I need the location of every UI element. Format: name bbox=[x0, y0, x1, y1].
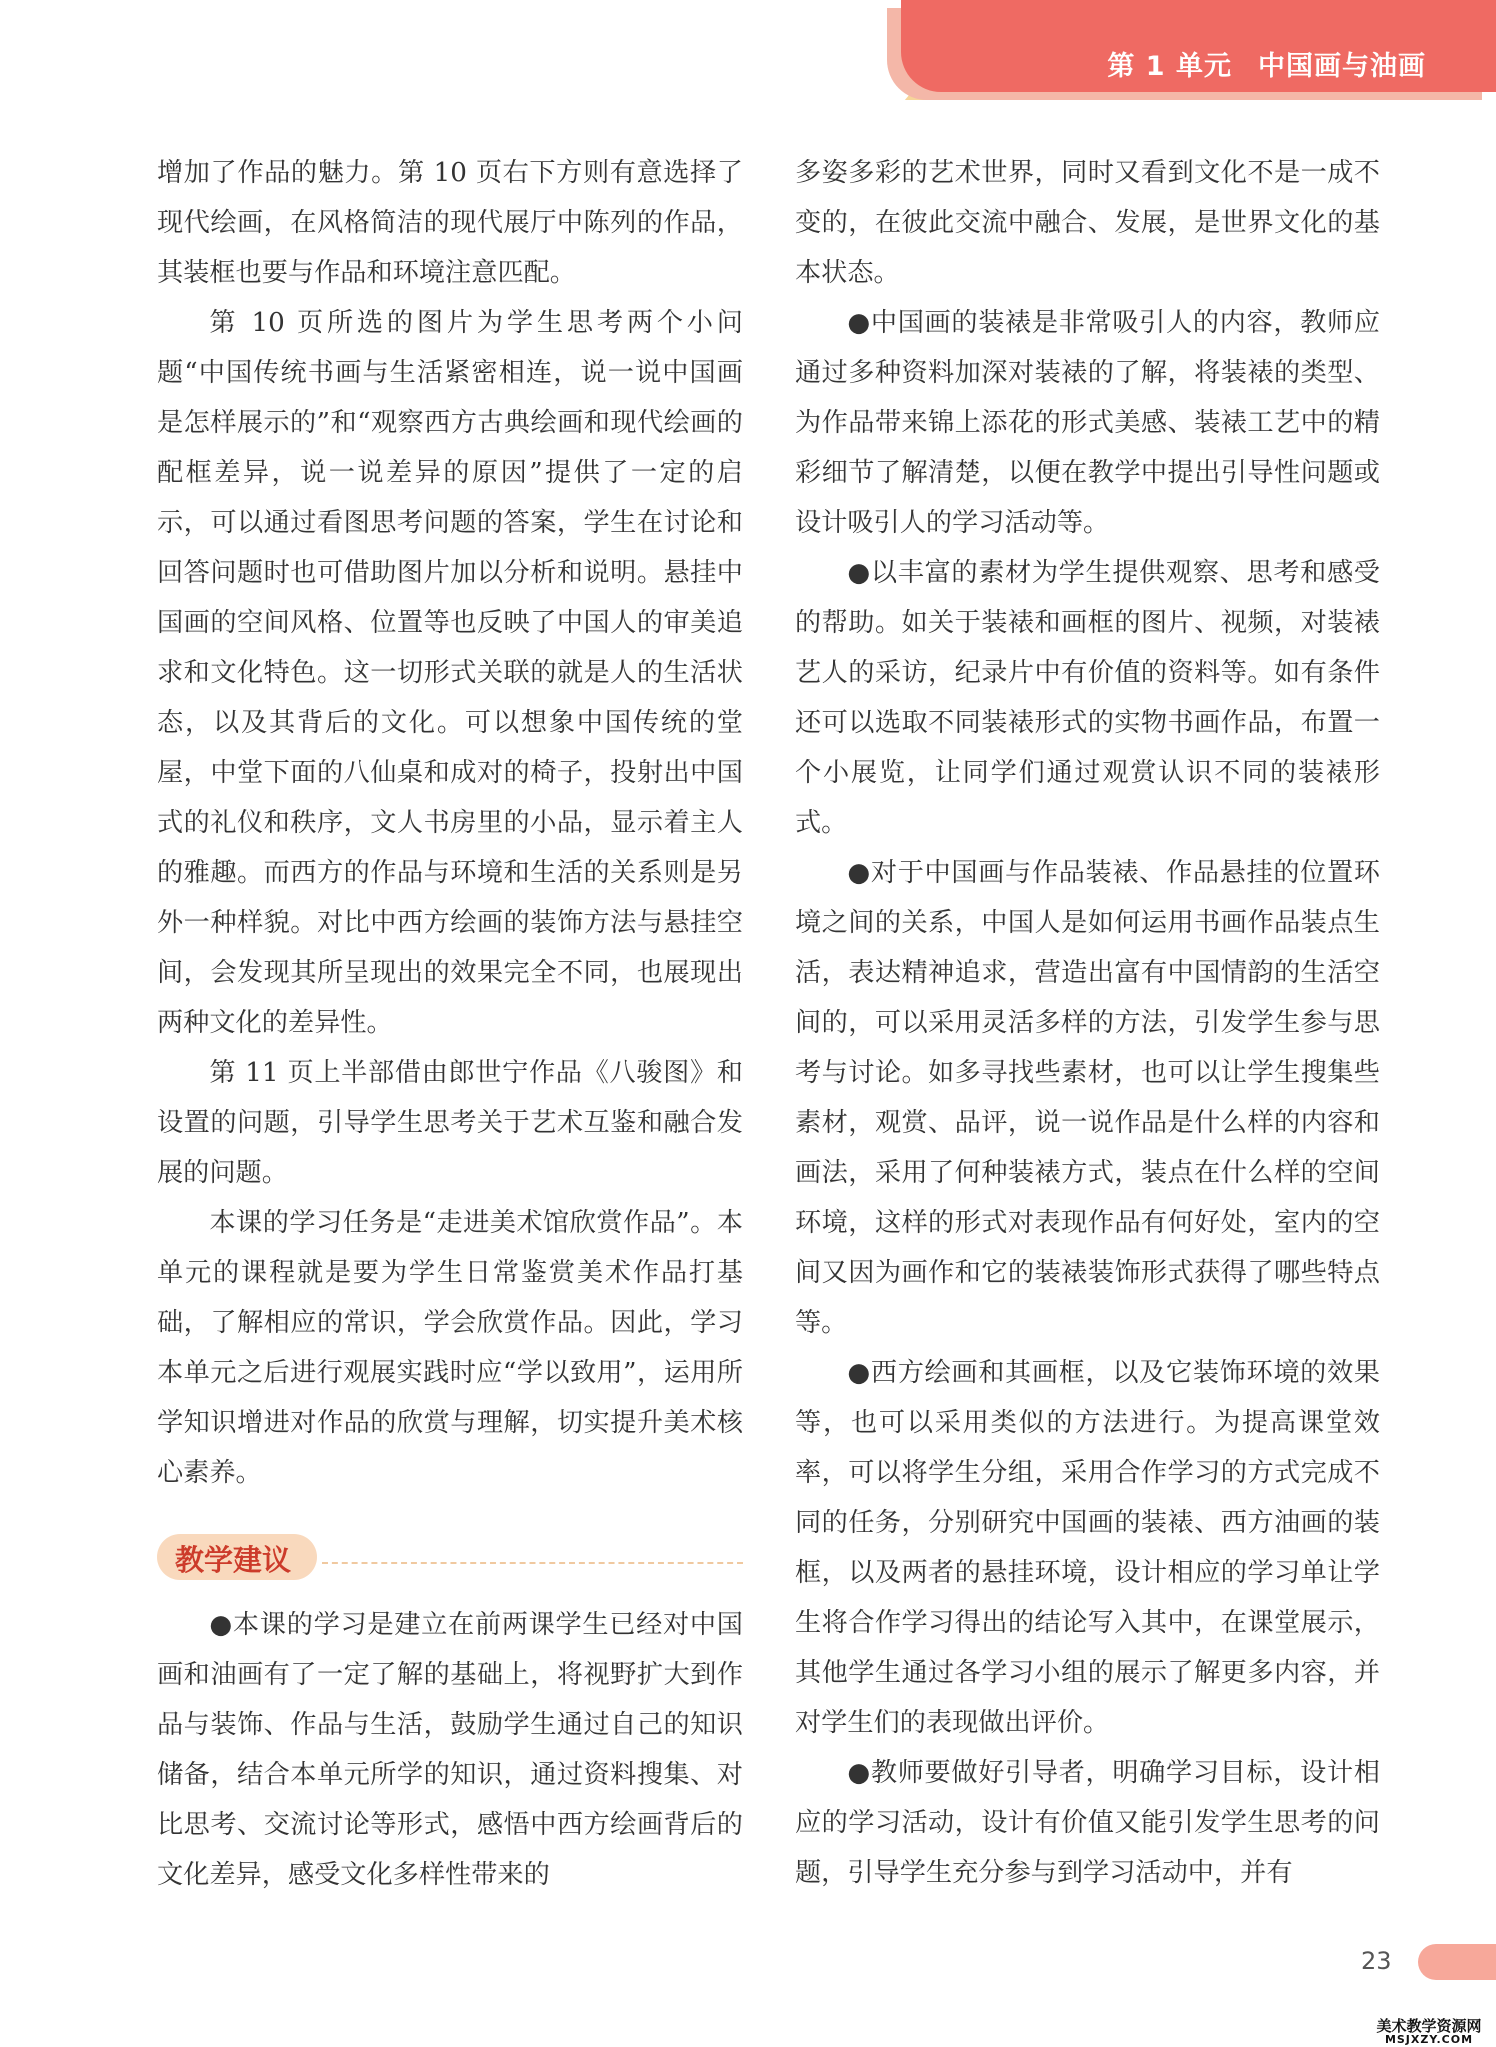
unit-title: 中国画与油画 bbox=[1258, 51, 1426, 82]
body-paragraph: 多姿多彩的艺术世界，同时又看到文化不是一成不变的，在彼此交流中融合、发展，是世界文化的基本状态。 bbox=[795, 158, 1380, 288]
body-paragraph: 增加了作品的魅力。第 10 页右下方则有意选择了现代绘画，在风格简洁的现代展厅中陈列的作品，其装框也要与作品和环境注意匹配。 bbox=[157, 158, 743, 288]
watermark bbox=[1366, 2019, 1492, 2045]
unit-label: 第 1 单元 bbox=[1107, 51, 1232, 82]
section-heading-text: 教学建议 bbox=[175, 1543, 292, 1577]
body-paragraph: 第 11 页上半部借由郎世宁作品《八骏图》和设置的问题，引导学生思考关于艺术互鉴和融合发展的问题。 bbox=[157, 1058, 743, 1188]
bullet-paragraph: ●对于中国画与作品装裱、作品悬挂的位置环境之间的关系，中国人是如何运用书画作品装点生活，表达精神追求，营造出富有中国情韵的生活空间的，可以采用灵活多样的方法，引发学生参与思考与讨论。如多寻找些素材，也可以让学生搜集些素材，观赏、品评，说一说作品是什么样的内容和画法，采用了何种装裱方式，装点在什么样的空间环境，这样的形式对表现作品有何好处，室内的空间又因为画作和它的装裱装饰形式获得了哪些特点等。 bbox=[795, 858, 1380, 1338]
bullet-paragraph: ●本课的学习是建立在前两课学生已经对中国画和油画有了一定了解的基础上，将视野扩大到作品与装饰、作品与生活，鼓励学生通过自己的知识储备，结合本单元所学的知识，通过资料搜集、对比思考、交流讨论等形式，感悟中西方绘画背后的文化差异，感受文化多样性带来的 bbox=[157, 1610, 743, 1890]
bullet-paragraph: ●西方绘画和其画框，以及它装饰环境的效果等，也可以采用类似的方法进行。为提高课堂效率，可以将学生分组，采用合作学习的方式完成不同的任务，分别研究中国画的装裱、西方油画的装框，以及两者的悬挂环境，设计相应的学习单让学生将合作学习得出的结论写入其中，在课堂展示，其他学生通过各学习小组的展示了解更多内容，并对学生们的表现做出评价。 bbox=[795, 1358, 1380, 1738]
section-heading bbox=[157, 1528, 743, 1588]
body-paragraph: 第 10 页所选的图片为学生思考两个小问题“中国传统书画与生活紧密相连，说一说中国画是怎样展示的”和“观察西方古典绘画和现代绘画的配框差异，说一说差异的原因”提供了一定的启示，可以通过看图思考问题的答案，学生在讨论和回答问题时也可借助图片加以分析和说明。悬挂中国画的空间风格、位置等也反映了中国人的审美追求和文化特色。这一切形式关联的就是人的生活状态，以及其背后的文化。可以想象中国传统的堂屋，中堂下面的八仙桌和成对的椅子，投射出中国式的礼仪和秩序，文人书房里的小品，显示着主人的雅趣。而西方的作品与环境和生活的关系则是另外一种样貌。对比中西方绘画的装饰方法与悬挂空间，会发现其所呈现出的效果完全不同，也展现出两种文化的差异性。 bbox=[157, 308, 743, 1038]
page-number: 23 bbox=[1361, 1947, 1392, 1975]
watermark-url: MSJXZY.COM bbox=[1384, 2033, 1474, 2046]
bullet-paragraph: ●中国画的装裱是非常吸引人的内容，教师应通过多种资料加深对装裱的了解，将装裱的类型、为作品带来锦上添花的形式美感、装裱工艺中的精彩细节了解清楚，以便在教学中提出引导性问题或设计吸引人的学习活动等。 bbox=[795, 308, 1380, 538]
watermark-title: 美术教学资源网 bbox=[1376, 2017, 1482, 2035]
page-number-tab bbox=[1418, 1944, 1496, 1980]
section-heading-rule bbox=[322, 1562, 743, 1564]
left-column bbox=[157, 148, 743, 1900]
bullet-paragraph: ●教师要做好引导者，明确学习目标，设计相应的学习活动，设计有价值又能引发学生思考的问题，引导学生充分参与到学习活动中，并有 bbox=[795, 1758, 1380, 1888]
running-header bbox=[1107, 44, 1426, 83]
body-paragraph: 本课的学习任务是“走进美术馆欣赏作品”。本单元的课程就是要为学生日常鉴赏美术作品打基础，了解相应的常识，学会欣赏作品。因此，学习本单元之后进行观展实践时应“学以致用”，运用所学知识增进对作品的欣赏与理解，切实提升美术核心素养。 bbox=[157, 1208, 743, 1488]
bullet-paragraph: ●以丰富的素材为学生提供观察、思考和感受的帮助。如关于装裱和画框的图片、视频，对装裱艺人的采访，纪录片中有价值的资料等。如有条件还可以选取不同装裱形式的实物书画作品，布置一个小展览，让同学们通过观赏认识不同的装裱形式。 bbox=[795, 558, 1380, 838]
right-column bbox=[795, 148, 1380, 1898]
